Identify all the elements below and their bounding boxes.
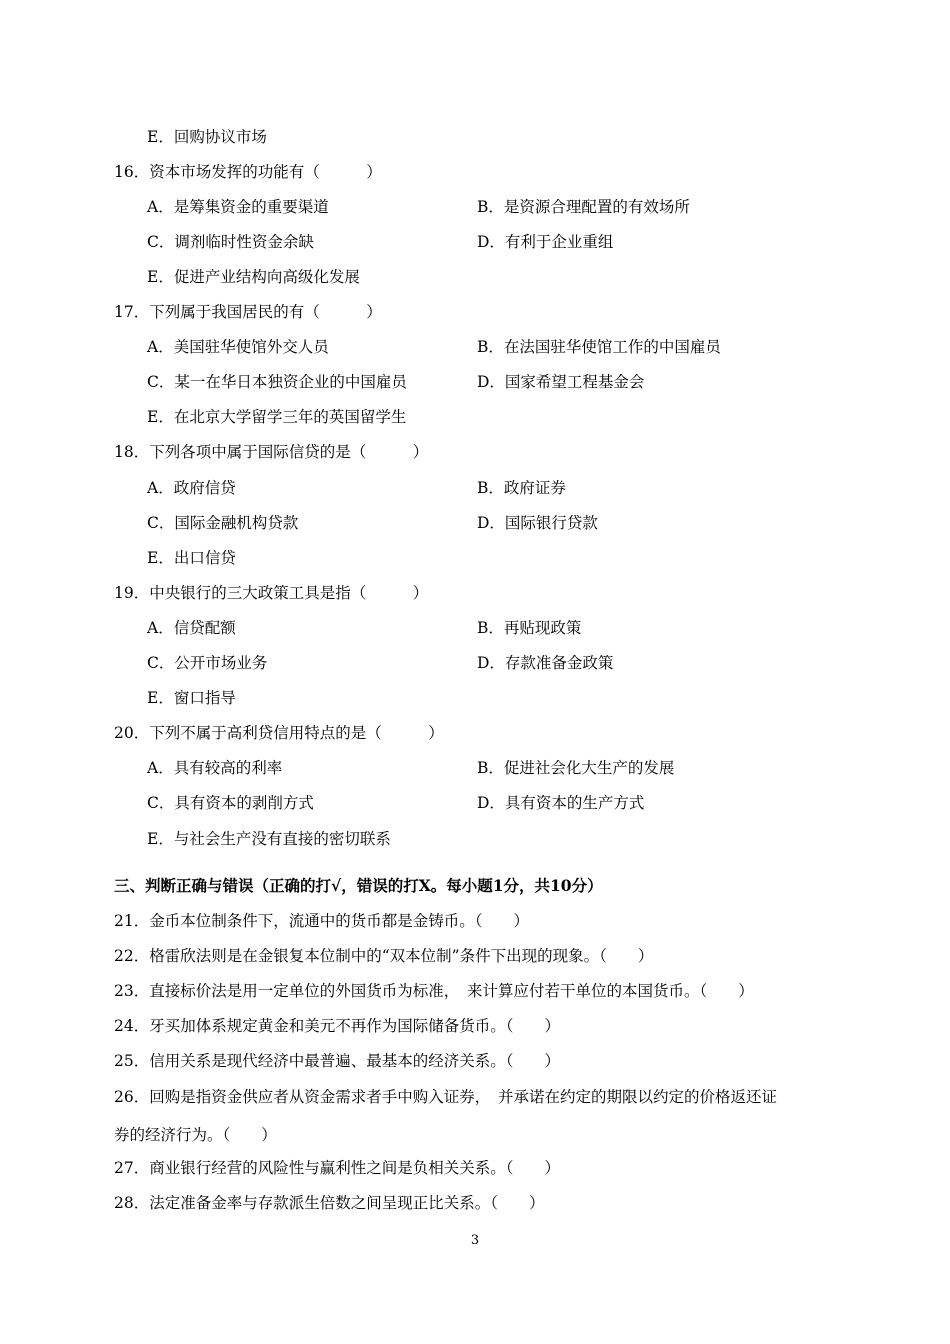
option-d: D．有利于企业重组: [477, 233, 614, 251]
judgment-item: 26．回购是指资金供应者从资金需求者手中购入证券， 并承诺在约定的期限以约定的价格返还证: [114, 1088, 777, 1106]
question-stem: 20．下列不属于高利贷信用特点的是（ ）: [114, 724, 444, 742]
option-a: A．具有较高的利率: [147, 759, 283, 777]
option-d: D．国家希望工程基金会: [477, 373, 645, 391]
option-e: E．回购协议市场: [147, 128, 267, 146]
judgment-item: 23．直接标价法是用一定单位的外国货币为标准， 来计算应付若干单位的本国货币。（ ）: [114, 982, 754, 1000]
option-e: E．出口信贷: [147, 549, 236, 567]
option-e: E．促进产业结构向高级化发展: [147, 268, 360, 286]
option-c: C．具有资本的剥削方式: [147, 794, 314, 812]
option-e: E．与社会生产没有直接的密切联系: [147, 830, 391, 848]
judgment-item: 22．格雷欣法则是在金银复本位制中的“双本位制”条件下出现的现象。（ ）: [114, 947, 654, 965]
option-d: D．具有资本的生产方式: [477, 794, 645, 812]
option-c: C．某一在华日本独资企业的中国雇员: [147, 373, 407, 391]
judgment-item: 28．法定准备金率与存款派生倍数之间呈现正比关系。（ ）: [114, 1194, 545, 1212]
option-a: A．是筹集资金的重要渠道: [147, 198, 329, 216]
option-b: B．再贴现政策: [477, 619, 582, 637]
option-d: D．国际银行贷款: [477, 514, 598, 532]
option-e: E．窗口指导: [147, 689, 236, 707]
question-stem: 16．资本市场发挥的功能有（ ）: [114, 163, 382, 181]
option-d: D．存款准备金政策: [477, 654, 614, 672]
judgment-item: 25．信用关系是现代经济中最普遍、最基本的经济关系。（ ）: [114, 1052, 560, 1070]
question-stem: 19．中央银行的三大政策工具是指（ ）: [114, 584, 429, 602]
question-stem: 18．下列各项中属于国际信贷的是（ ）: [114, 443, 429, 461]
option-b: B．在法国驻华使馆工作的中国雇员: [477, 338, 721, 356]
option-a: A．政府信贷: [147, 479, 236, 497]
option-b: B．促进社会化大生产的发展: [477, 759, 675, 777]
judgment-item: 24．牙买加体系规定黄金和美元不再作为国际储备货币。（ ）: [114, 1017, 560, 1035]
option-c: C．调剂临时性资金余缺: [147, 233, 314, 251]
option-b: B．是资源合理配置的有效场所: [477, 198, 690, 216]
page-number: 3: [470, 1233, 480, 1248]
judgment-item: 27．商业银行经营的风险性与赢利性之间是负相关关系。（ ）: [114, 1159, 560, 1177]
option-a: A．美国驻华使馆外交人员: [147, 338, 329, 356]
option-a: A．信贷配额: [147, 619, 236, 637]
option-e: E．在北京大学留学三年的英国留学生: [147, 408, 407, 426]
option-b: B．政府证券: [477, 479, 566, 497]
option-c: C．国际金融机构贷款: [147, 514, 299, 532]
judgment-item: 21．金币本位制条件下，流通中的货币都是金铸币。（ ）: [114, 912, 529, 930]
section-title: 三、判断正确与错误（正确的打√，错误的打X。每小题1分，共10分）: [114, 876, 603, 895]
question-stem: 17．下列属于我国居民的有（ ）: [114, 303, 382, 321]
option-c: C．公开市场业务: [147, 654, 268, 672]
judgment-item-continuation: 券的经济行为。（ ）: [114, 1126, 277, 1144]
